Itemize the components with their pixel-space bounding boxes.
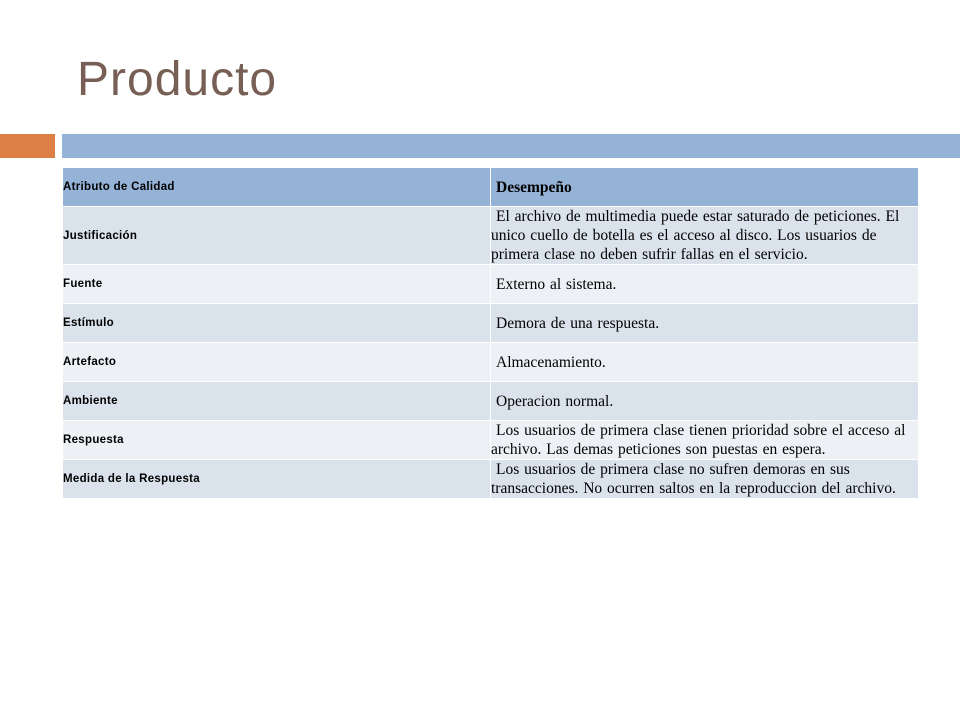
title-band-bar: [62, 134, 960, 158]
row-attribute: Estímulo: [63, 303, 490, 342]
table-row: [63, 381, 918, 420]
row-attribute: Fuente: [63, 264, 490, 303]
table-row: [63, 264, 918, 303]
slide-title: Producto: [77, 53, 278, 106]
row-attribute: Respuesta: [63, 420, 490, 459]
row-value: Almacenamiento.: [490, 342, 918, 381]
table-row: [63, 303, 918, 342]
accent-bar: [0, 134, 55, 158]
row-value: El archivo de multimedia puede estar saturado de peticiones. El unico cuello de botella es el acceso al disco. Los usuarios de primera clase no deben sufrir fallas en el servicio.: [490, 206, 918, 264]
table-row: [63, 206, 918, 264]
table-row: [63, 420, 918, 459]
row-attribute: Ambiente: [63, 381, 490, 420]
table-header-row: [63, 168, 918, 206]
row-attribute: Artefacto: [63, 342, 490, 381]
header-value-label: Desempeño: [490, 168, 918, 206]
row-value: Los usuarios de primera clase no sufren demoras en sus transacciones. No ocurren saltos en la reproduccion del archivo.: [490, 459, 918, 498]
row-value: Demora de una respuesta.: [490, 303, 918, 342]
header-attribute-label: Atributo de Calidad: [63, 181, 175, 193]
quality-attribute-table: [63, 168, 918, 498]
row-value: Los usuarios de primera clase tienen prioridad sobre el acceso al archivo. Las demas peticiones son puestas en espera.: [490, 420, 918, 459]
row-attribute: Justificación: [63, 206, 490, 264]
table-row: [63, 459, 918, 498]
row-value: Externo al sistema.: [490, 264, 918, 303]
table-row: [63, 342, 918, 381]
row-attribute: Medida de la Respuesta: [63, 459, 490, 498]
row-value: Operacion normal.: [490, 381, 918, 420]
